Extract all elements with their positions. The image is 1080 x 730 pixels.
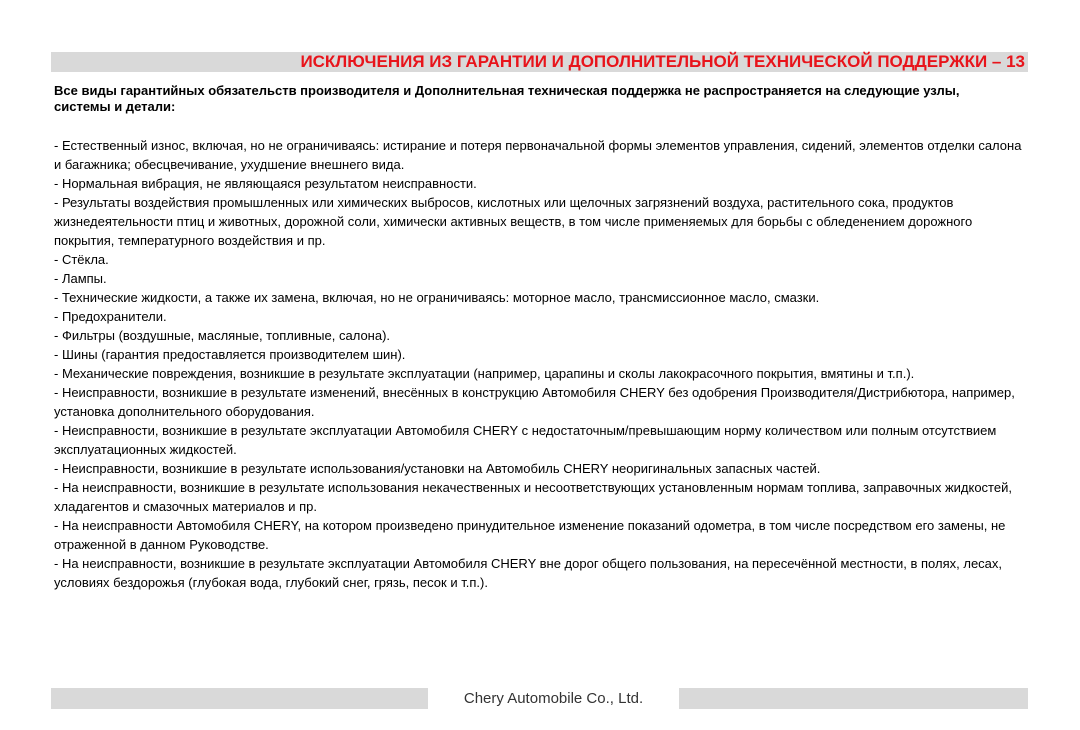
intro-paragraph: Все виды гарантийных обязательств производителя и Дополнительная техническая поддержка не распространяется на следующие узлы, системы и детали: (54, 83, 960, 114)
list-item: - Неисправности, возникшие в результате использования/установки на Автомобиль CHERY неоригинальных запасных частей. (54, 461, 821, 476)
list-item: - Естественный износ, включая, но не ограничиваясь: истирание и потеря первоначальной формы элементов управления, сидений, элементов отделки салона и багажника; обесцвечивание, ухудшение внешнего вида. (54, 138, 1022, 172)
list-item: - Механические повреждения, возникшие в результате эксплуатации (например, царапины и сколы лакокрасочного покрытия, вмятины и т.п.). (54, 366, 915, 381)
list-item: - Технические жидкости, а также их замена, включая, но не ограничиваясь: моторное масло, трансмиссионное масло, смазки. (54, 290, 820, 305)
list-item: - Шины (гарантия предоставляется производителем шин). (54, 347, 406, 362)
list-item: - Предохранители. (54, 309, 167, 324)
exclusions-list (54, 136, 1029, 592)
list-item: - Нормальная вибрация, не являющаяся результатом неисправности. (54, 176, 477, 191)
list-item: - Стёкла. (54, 252, 109, 267)
header-bar (51, 52, 1028, 72)
list-item: - Результаты воздействия промышленных или химических выбросов, кислотных или щелочных загрязнений воздуха, растительного сока, продуктов жизнедеятельности птиц и животных, дорожной соли, химически активных веществ, в том числе применяемых для борьбы с обледенением дорожного покрытия, температурного воздействия и пр. (54, 195, 973, 248)
list-item: - На неисправности, возникшие в результате использования некачественных и несоответствующих установленным нормам топлива, заправочных жидкостей, хладагентов и смазочных материалов и пр. (54, 480, 1012, 514)
list-item: - Неисправности, возникшие в результате изменений, внесённых в конструкцию Автомобиля CHERY без одобрения Производителя/Дистрибютора, например, установка дополнительного оборудования. (54, 385, 1015, 419)
list-item: - Фильтры (воздушные, масляные, топливные, салона). (54, 328, 391, 343)
footer-bar-right (679, 688, 1028, 709)
list-item: - Неисправности, возникшие в результате эксплуатации Автомобиля CHERY с недостаточным/превышающим норму количеством или полным отсутствием эксплуатационных жидкостей. (54, 423, 997, 457)
list-item: - Лампы. (54, 271, 107, 286)
footer-company: Chery Automobile Co., Ltd. (463, 690, 644, 707)
page-title: ИСКЛЮЧЕНИЯ ИЗ ГАРАНТИИ И ДОПОЛНИТЕЛЬНОЙ ТЕХНИЧЕСКОЙ ПОДДЕРЖКИ – 13 (300, 52, 1025, 71)
list-item: - На неисправности Автомобиля CHERY, на котором произведено принудительное изменение показаний одометра, в том числе посредством его замены, не отраженной в данном Руководстве. (54, 518, 1006, 552)
footer-bar-left (51, 688, 428, 709)
list-item: - На неисправности, возникшие в результате эксплуатации Автомобиля CHERY вне дорог общего пользования, на пересечённой местности, в полях, лесах, условиях бездорожья (глубокая вода, глубокий снег, грязь, песок и т.п.). (54, 556, 1003, 590)
